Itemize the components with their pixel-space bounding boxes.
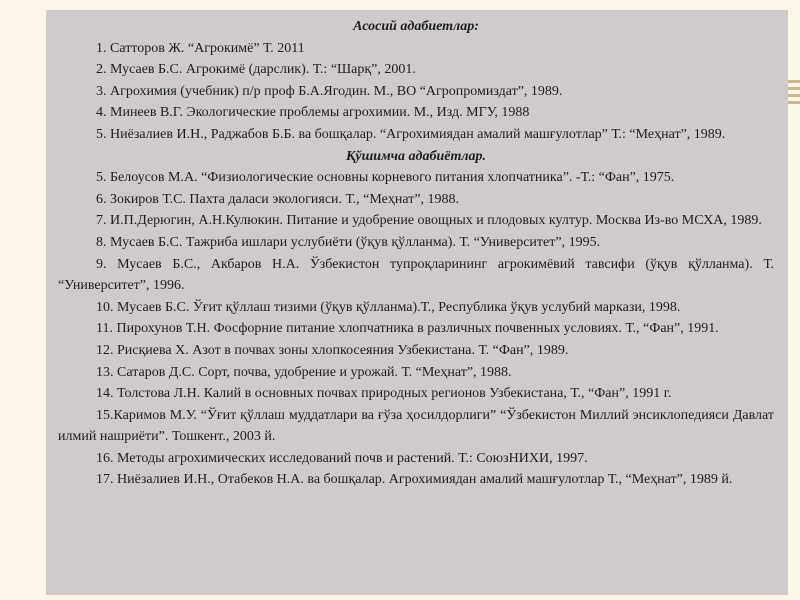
reference-entry: 2. Мусаев Б.С. Агрокимё (дарслик). Т.: “Шарқ”, 2001. [96,62,416,78]
reference-entry: 10. Мусаев Б.С. Ўғит қўллаш тизими (ўқув қўлланма).Т., Республика ўқув услубий маркази, 1998. [96,299,681,315]
reference-entry: 15.Каримов М.У. “Ўғит қўллаш муддатлари ва ғўза ҳосилдорлиги” “Ўзбекистон Миллий энсиклопедияси Давлат илмий нашриёти”. Тошкент., 2003 й. [58,407,774,445]
reference-entry: 5. Ниёзалиев И.Н., Раджабов Б.Б. ва бошқалар. “Агрохимиядан амалий машғулотлар” Т.: “Меҳнат”, 1989. [96,126,726,142]
reference-entry: 14. Толстова Л.Н. Калий в основных почвах природных регионов Узбекистана, Т., “Фан”, 1991 г. [96,386,672,402]
reference-entry: 17. Ниёзалиев И.Н., Отабеков Н.А. ва бошқалар. Агрохимиядан амалий машғулотлар Т., “Меҳнат”, 1989 й. [96,472,733,488]
reference-entry: 9. Мусаев Б.С., Акбаров Н.А. Ўзбекистон тупроқларининг агрокимёвий тавсифи (ўқув қўлланма). Т. “Университет”, 1996. [58,256,774,294]
reference-entry: 12. Рисқиева Х. Азот в почвах зоны хлопкосеяния Узбекистана. Т. “Фан”, 1989. [96,342,569,358]
additional-literature-heading: Қўшимча адабиётлар. [345,148,487,164]
reference-entry: 6. Зокиров Т.С. Пахта далаcи экологияси. Т., “Меҳнат”, 1988. [96,191,460,207]
references-card [46,10,788,595]
reference-entry: 8. Мусаев Б.С. Тажриба ишлари услубиёти (ўқув қўлланма). Т. “Университет”, 1995. [96,234,601,250]
reference-entry: 3. Агрохимия (учебник) п/р проф Б.А.Ягодин. М., ВО “Агропромиздат”, 1989. [96,83,563,99]
reference-entry: 11. Пирохунов Т.Н. Фосфорние питание хлопчатника в различных почвенных условиях. Т., “Фан”, 1991. [96,321,719,337]
reference-entry: 16. Методы агрохимических исследований почв и растений. Т.: СоюзНИХИ, 1997. [96,450,588,466]
reference-entry: 7. И.П.Дерюгин, А.Н.Кулюкин. Питание и удобрение овощных и плодовых култур. Москва Из-во МСХА, 1989. [96,213,762,229]
reference-entry: 5. Белоусов М.А. “Физиологические основны корневого питания хлопчатника”. -Т.: “Фан”, 1975. [96,170,675,186]
reference-entry: 4. Минеев В.Г. Экологические проблемы агрохимии. М., Изд. МГУ, 1988 [96,105,530,121]
reference-entry: 13. Сатаров Д.С. Сорт, почва, удобрение и урожай. Т. “Меҳнат”, 1988. [96,364,512,380]
main-literature-heading: Асосий адабиетлар: [353,19,479,34]
reference-entry: 1. Сатторов Ж. “Агрокимё” Т. 2011 [96,40,305,56]
